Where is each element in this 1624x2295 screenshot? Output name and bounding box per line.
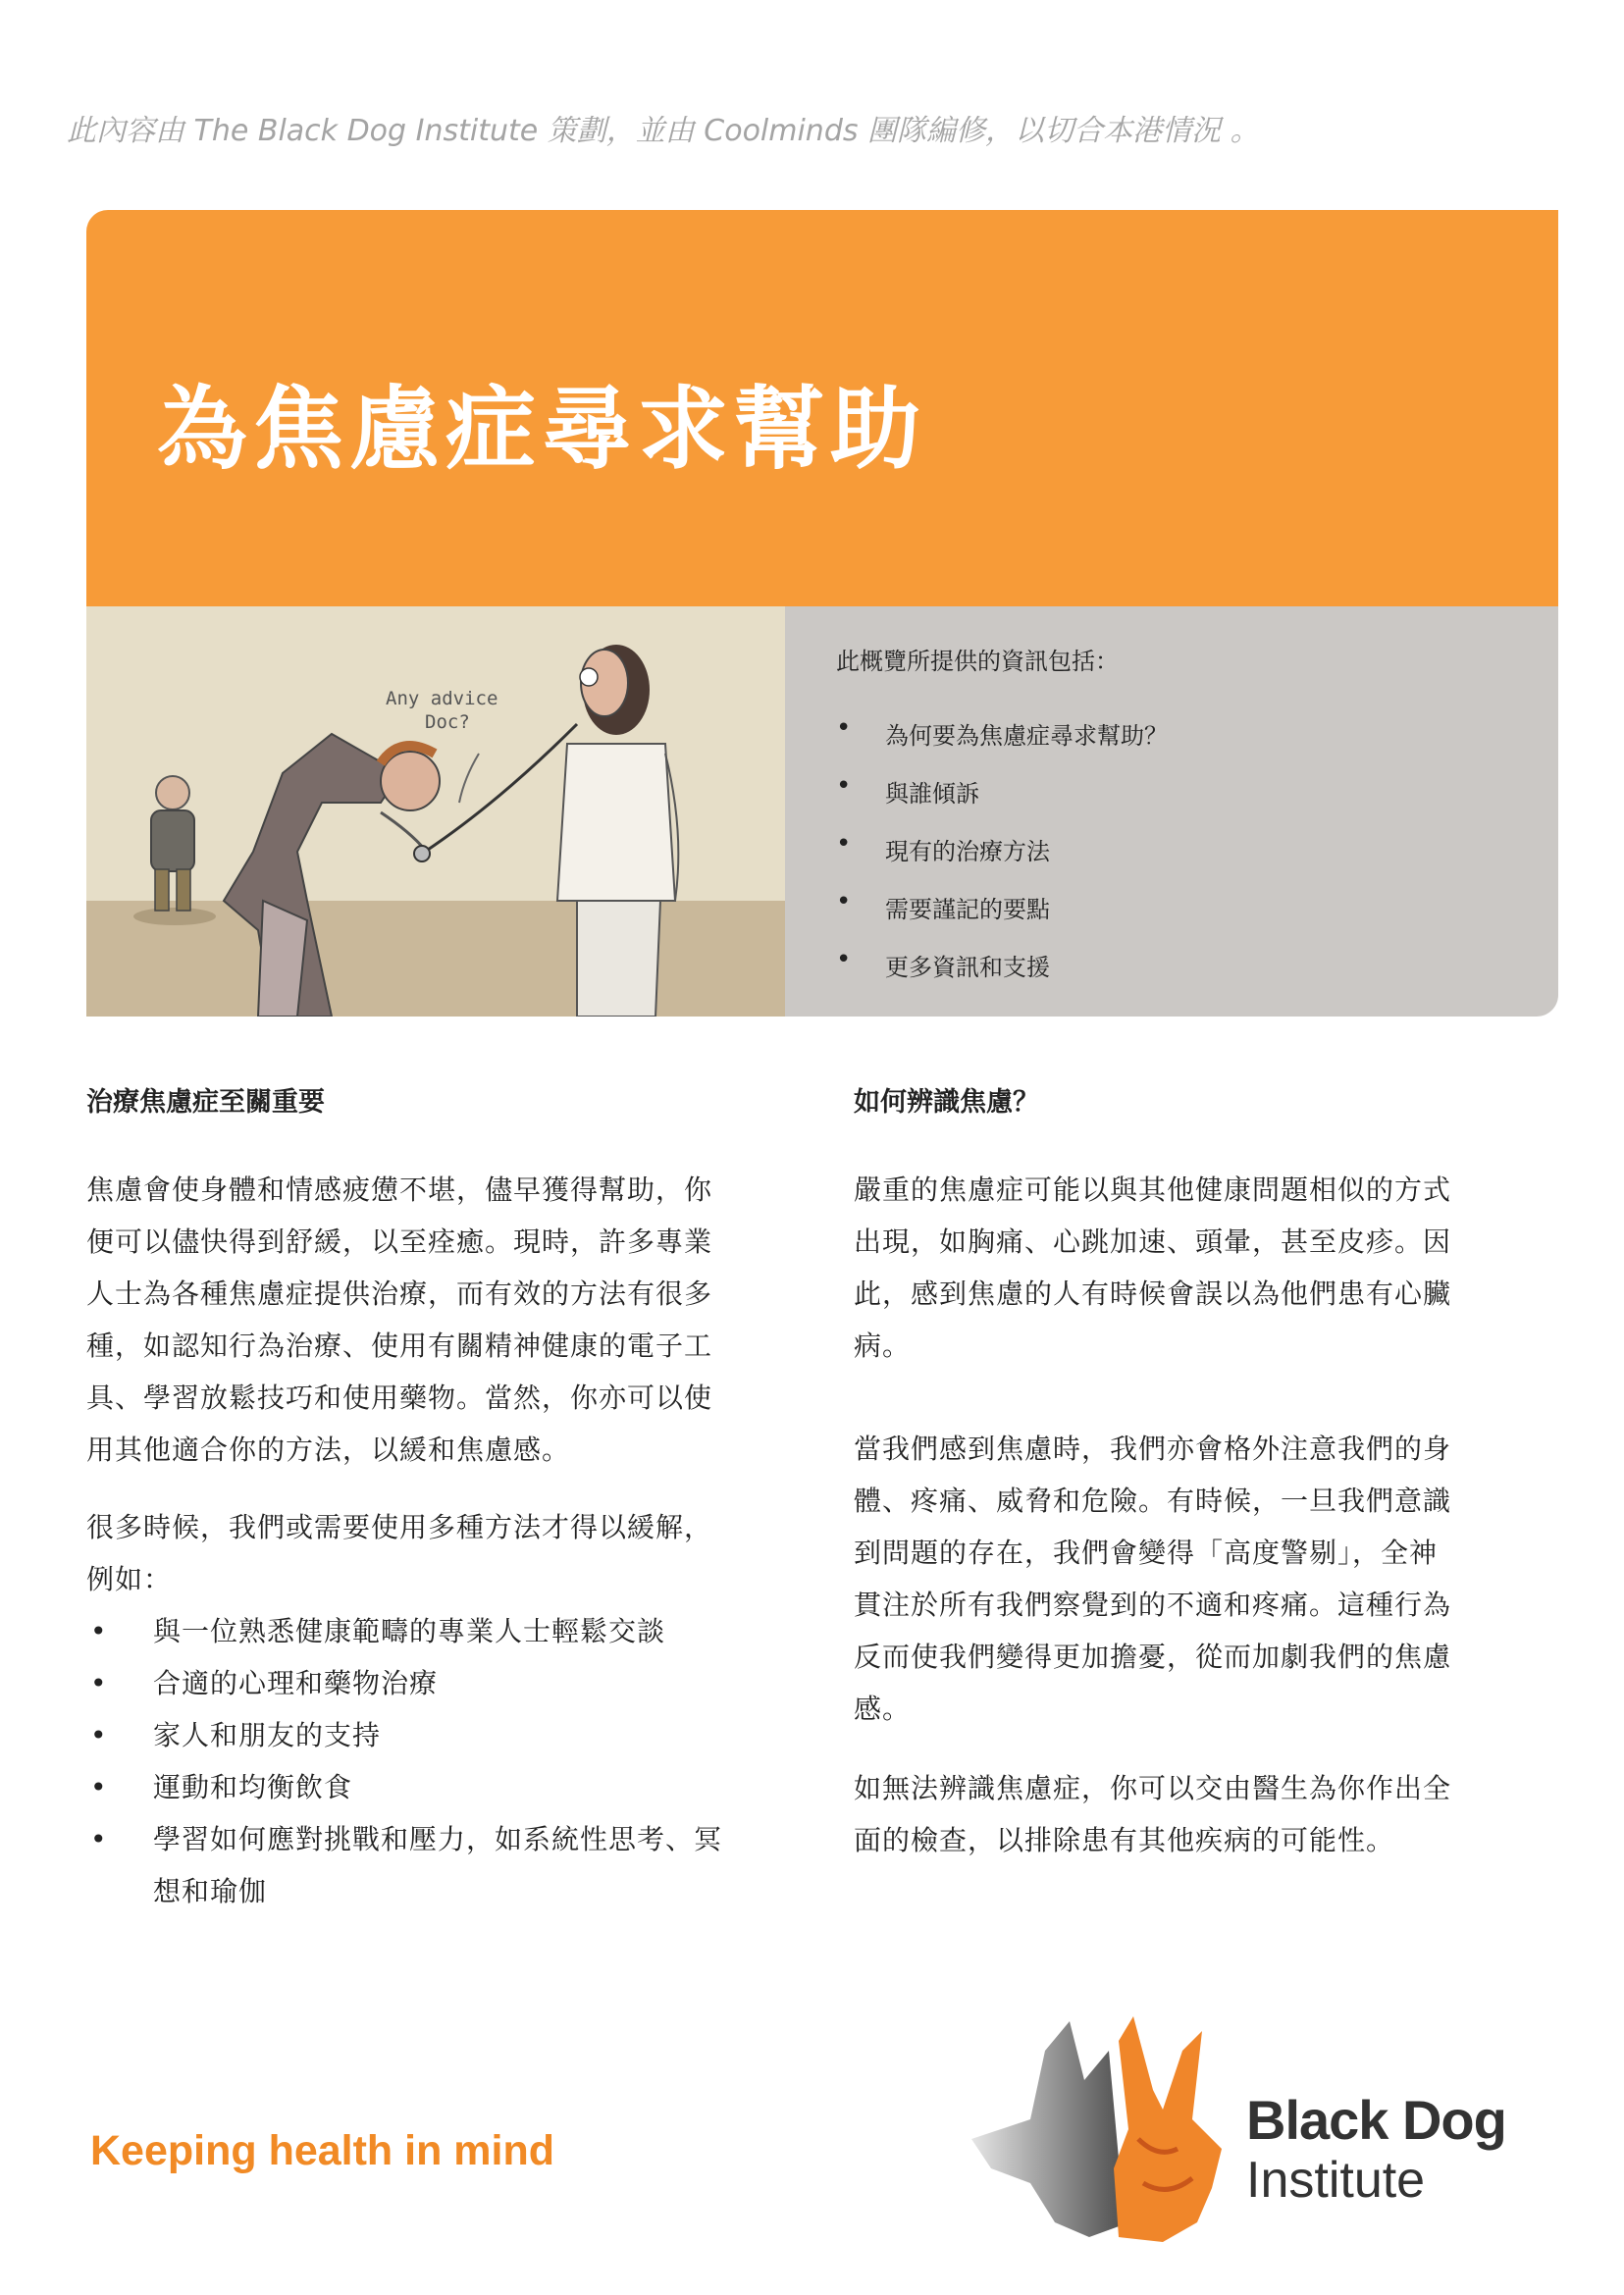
left-paragraph-2 <box>86 1501 773 1605</box>
approaches-list <box>86 1605 773 1917</box>
overview-list <box>834 716 1168 1006</box>
tagline: Keeping health in mind <box>90 2127 555 2174</box>
text-line: 病。 <box>854 1330 912 1362</box>
text-line: 種，如認知行為治療、使用有關精神健康的電子工 <box>86 1330 713 1362</box>
overview-item-treatments: • 現有的治療方法 <box>834 832 1168 890</box>
text-line: 反而使我們變得更加擔憂，從而加劇我們的焦慮 <box>854 1641 1452 1673</box>
overview-panel <box>785 606 1558 1017</box>
text-line: 想和瑜伽 <box>153 1875 268 1907</box>
speech-line-1: Any advice <box>386 688 498 709</box>
right-column <box>854 1083 1541 1892</box>
text-line: 焦慮會使身體和情感疲憊不堪，儘早獲得幫助，你 <box>86 1174 713 1206</box>
right-paragraph-2 <box>854 1423 1541 1735</box>
left-column <box>86 1083 773 1917</box>
text-line: 用其他適合你的方法，以緩和焦慮感。 <box>86 1434 571 1466</box>
right-paragraph-3 <box>854 1762 1541 1866</box>
text-line: 人士為各種焦慮症提供治療，而有效的方法有很多 <box>86 1278 713 1310</box>
doctor-illustration <box>86 606 785 1017</box>
text-line: 面的檢查，以排除患有其他疾病的可能性。 <box>854 1824 1395 1856</box>
list-item: • 運動和均衡飲食 <box>86 1761 773 1813</box>
list-item: • 與一位熟悉健康範疇的專業人士輕鬆交談 <box>86 1605 773 1657</box>
black-dog-logo-icon <box>971 2011 1285 2247</box>
list-item: • 家人和朋友的支持 <box>86 1709 773 1761</box>
credit-line: 此內容由 The Black Dog Institute 策劃，並由 Coolminds 團隊編修，以切合本港情況 。 <box>67 114 1260 148</box>
text-line: 嚴重的焦慮症可能以與其他健康問題相似的方式 <box>854 1174 1452 1206</box>
overview-intro: 此概覽所提供的資訊包括： <box>836 648 1119 675</box>
overview-item-why: • 為何要為焦慮症尋求幫助？ <box>834 716 1168 774</box>
right-heading: 如何辨識焦慮？ <box>854 1087 1039 1118</box>
logo-text-line-2: Institute <box>1246 2152 1426 2209</box>
page-title: 為焦慮症尋求幫助 <box>157 377 927 482</box>
list-item <box>86 1813 773 1917</box>
text-line: 感。 <box>854 1693 912 1725</box>
overview-item-who: • 與誰傾訴 <box>834 774 1168 832</box>
text-line: 學習如何應對挑戰和壓力，如系統性思考、冥 <box>153 1823 723 1855</box>
text-line: 出現，如胸痛、心跳加速、頭暈，甚至皮疹。因 <box>854 1226 1452 1258</box>
text-line: 當我們感到焦慮時，我們亦會格外注意我們的身 <box>854 1433 1452 1465</box>
title-banner <box>86 210 1558 606</box>
text-line: 便可以儘快得到舒緩，以至痊癒。現時，許多專業 <box>86 1226 713 1258</box>
illustration-art <box>86 606 785 1017</box>
text-line: 貫注於所有我們察覺到的不適和疼痛。這種行為 <box>854 1589 1452 1621</box>
text-line: 具、學習放鬆技巧和使用藥物。當然，你亦可以使 <box>86 1382 713 1414</box>
left-heading: 治療焦慮症至關重要 <box>86 1087 325 1118</box>
text-line: 很多時候，我們或需要使用多種方法才得以緩解， <box>86 1511 713 1543</box>
text-line: 到問題的存在，我們會變得「高度警剔」，全神 <box>854 1537 1439 1569</box>
speech-line-2: Doc? <box>425 711 470 733</box>
overview-item-more-info: • 更多資訊和支援 <box>834 948 1168 1006</box>
text-line: 體、疼痛、威脅和危險。有時候，一旦我們意識 <box>854 1485 1452 1517</box>
left-paragraph-1 <box>86 1164 773 1476</box>
list-item: • 合適的心理和藥物治療 <box>86 1657 773 1709</box>
text-line: 例如： <box>86 1563 173 1595</box>
text-line: 如無法辨識焦慮症，你可以交由醫生為你作出全 <box>854 1772 1452 1804</box>
overview-item-key-points: • 需要謹記的要點 <box>834 890 1168 948</box>
text-line: 此，感到焦慮的人有時候會誤以為他們患有心臟 <box>854 1278 1452 1310</box>
logo-text-line-1: Black Dog <box>1246 2089 1506 2151</box>
right-paragraph-1 <box>854 1164 1541 1372</box>
